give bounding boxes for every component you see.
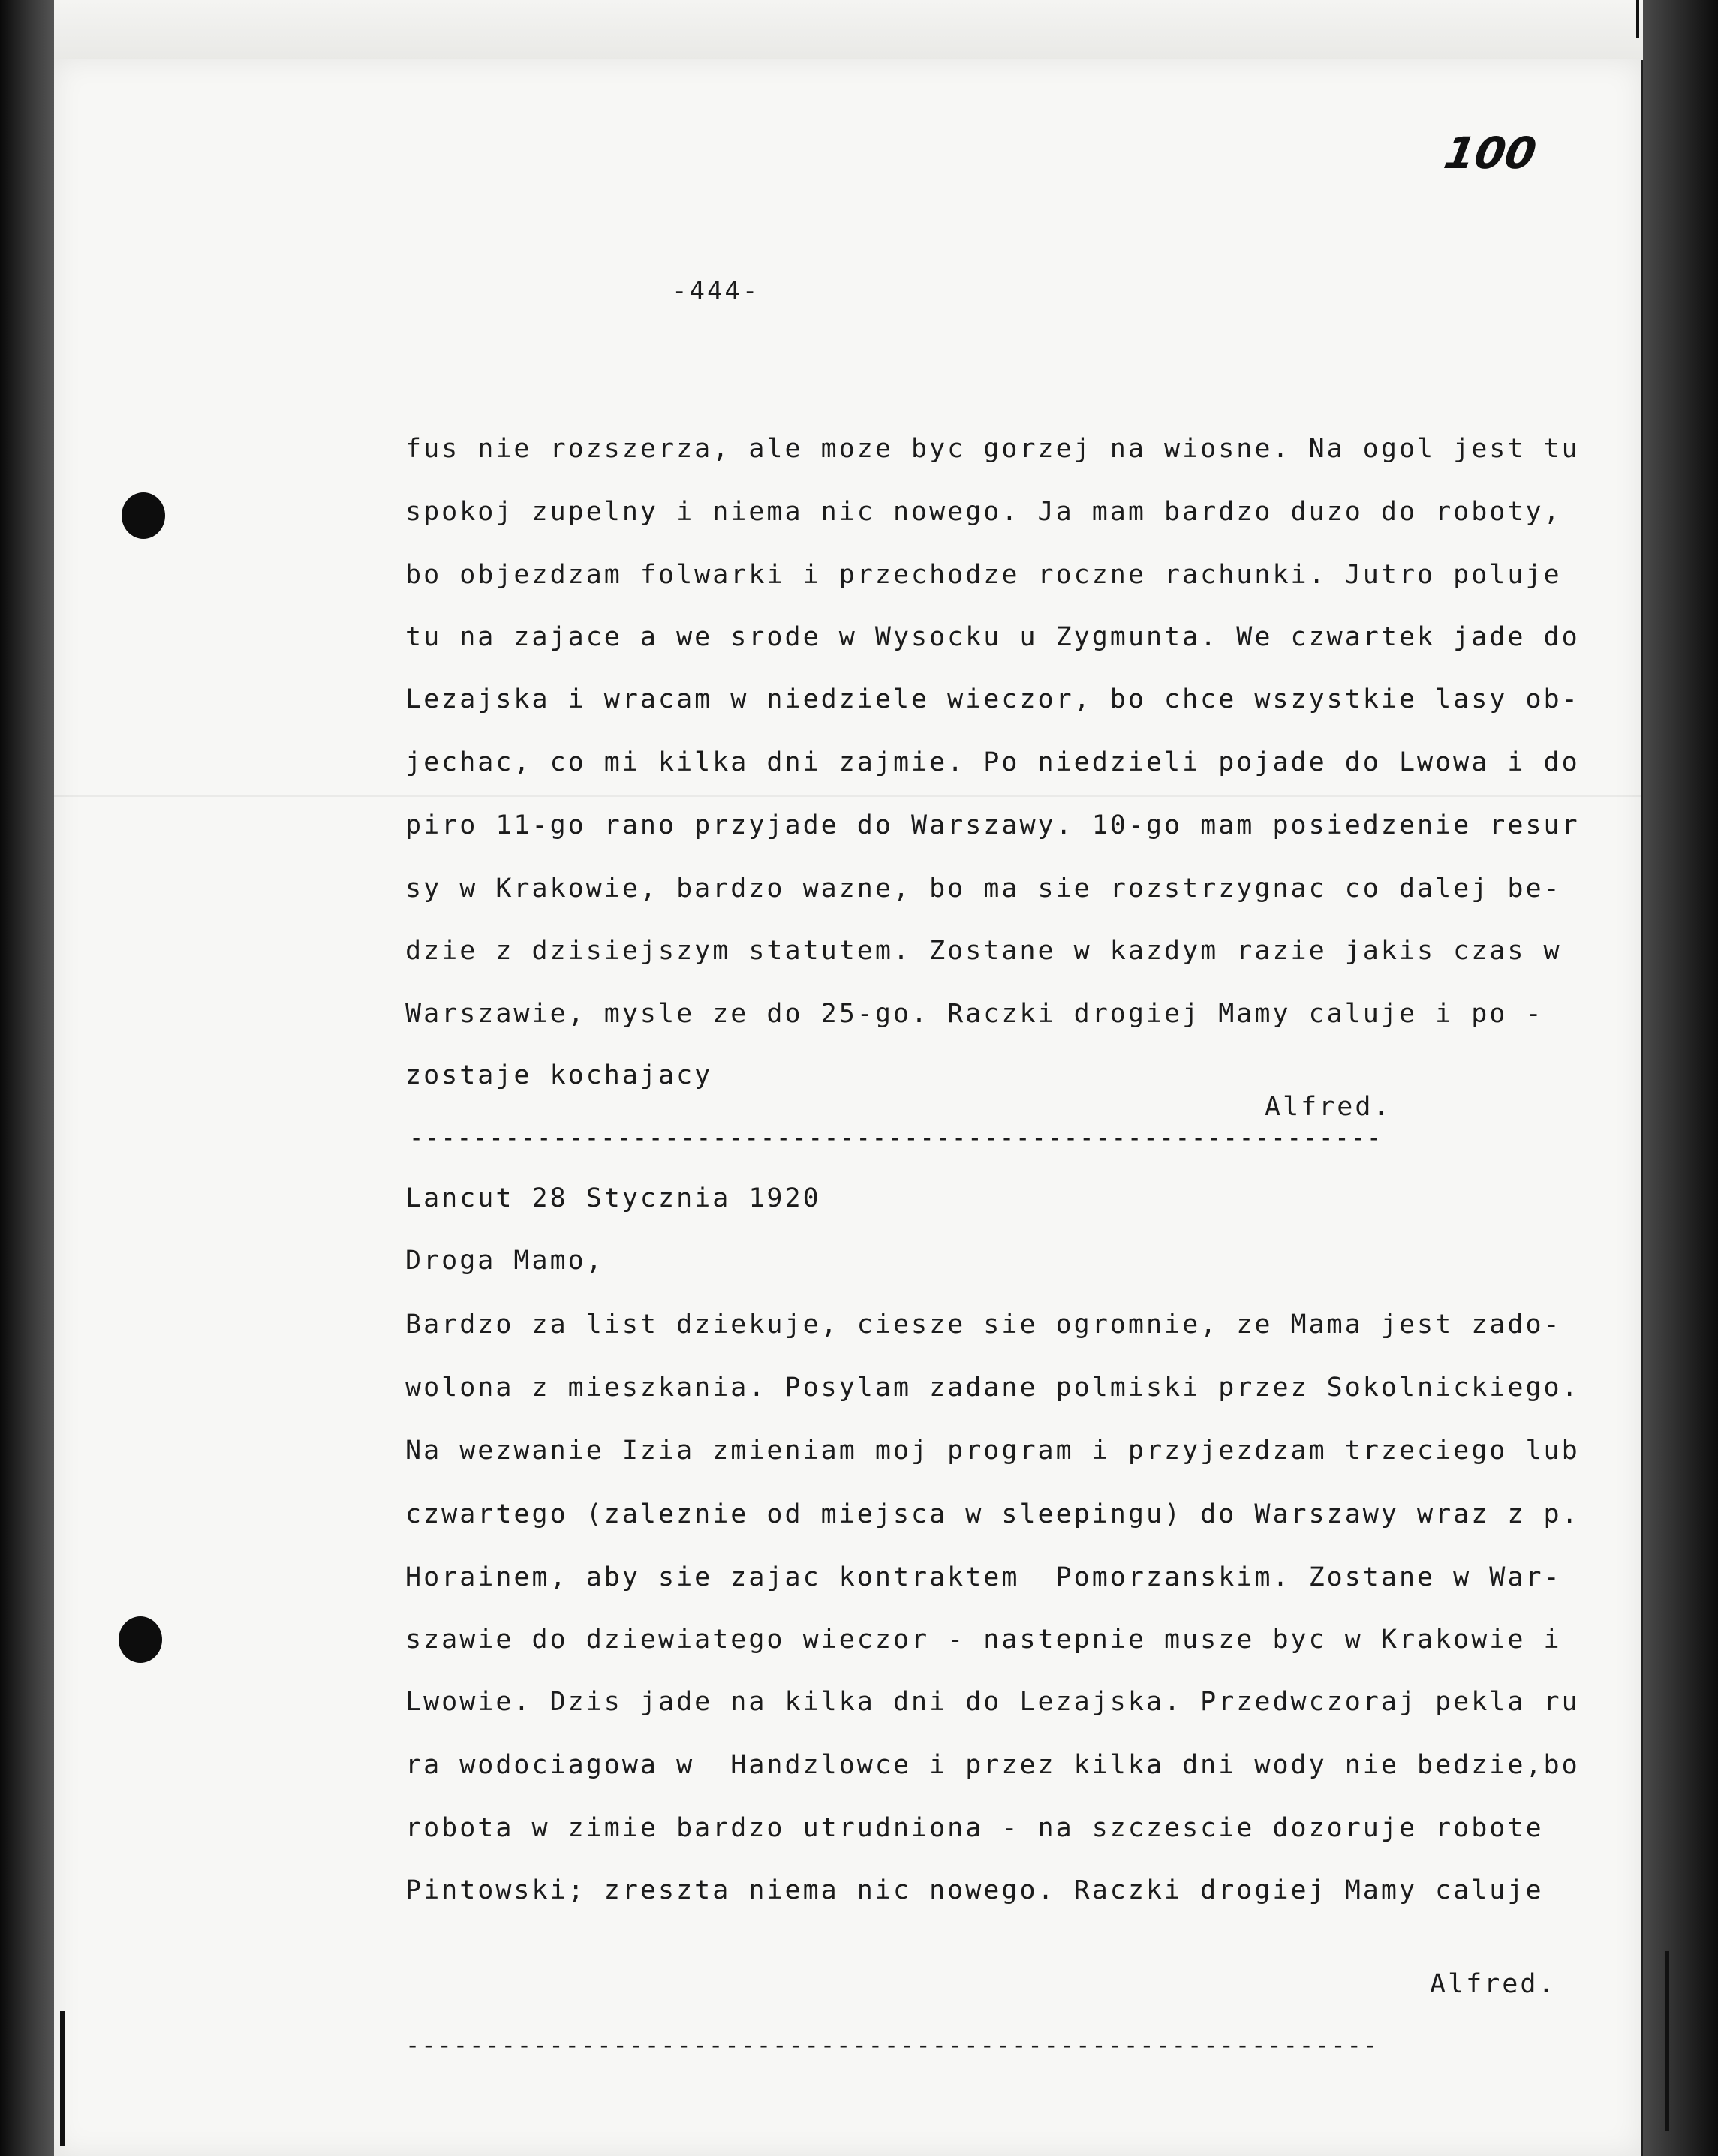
film-corner-mark bbox=[60, 2011, 65, 2146]
divider-rule: ------------------------------------------------------------- bbox=[409, 1123, 1383, 1152]
letter-1-signature: Alfred. bbox=[1265, 1092, 1392, 1122]
letter-2-line: ra wodociagowa w Handzlowce i przez kilka dni wody nie bedzie,bo bbox=[405, 1750, 1580, 1780]
letter-1-line: fus nie rozszerza, ale moze byc gorzej na wiosne. Na ogol jest tu bbox=[405, 434, 1580, 464]
letter-1-line: zostaje kochajacy bbox=[405, 1060, 713, 1090]
letter-1-line: sy w Krakowie, bardzo wazne, bo ma sie rozstrzygnac co dalej be- bbox=[405, 874, 1562, 904]
letter-1-line: Warszawie, mysle ze do 25-go. Raczki drogiej Mamy caluje i po - bbox=[405, 999, 1544, 1029]
punch-hole-top bbox=[122, 492, 165, 539]
film-top-strip bbox=[0, 0, 1718, 60]
letter-2-line: robota w zimie bardzo utrudniona - na szczescie dozoruje robote bbox=[405, 1813, 1544, 1843]
letter-1-line: bo objezdzam folwarki i przechodze roczne rachunki. Jutro poluje bbox=[405, 560, 1562, 590]
letter-2-line: czwartego (zaleznie od miejsca w sleepingu) do Warszawy wraz z p. bbox=[405, 1499, 1580, 1529]
letter-2-signature: Alfred. bbox=[1430, 1969, 1557, 1999]
paper-fold-line bbox=[54, 795, 1641, 797]
letter-1-line: spokoj zupelny i niema nic nowego. Ja mam bardzo duzo do roboty, bbox=[405, 497, 1562, 527]
letter-1-line: dzie z dzisiejszym statutem. Zostane w kazdym razie jakis czas w bbox=[405, 936, 1562, 966]
letter-2-line: wolona z mieszkania. Posylam zadane polmiski przez Sokolnickiego. bbox=[405, 1373, 1580, 1403]
letter-2-line: Pintowski; zreszta niema nic nowego. Raczki drogiej Mamy caluje bbox=[405, 1875, 1544, 1905]
letter-1-line: piro 11-go rano przyjade do Warszawy. 10-go mam posiedzenie resur bbox=[405, 810, 1580, 840]
letter-1-line: jechac, co mi kilka dni zajmie. Po niedzieli pojade do Lwowa i do bbox=[405, 747, 1580, 777]
letter-2-line: Lwowie. Dzis jade na kilka dni do Lezajska. Przedwczoraj pekla ru bbox=[405, 1687, 1580, 1717]
film-edge-left bbox=[0, 0, 54, 2156]
film-edge-mark bbox=[1636, 0, 1639, 38]
folio-number: 100 bbox=[1440, 128, 1541, 179]
letter-2-salutation: Droga Mamo, bbox=[405, 1246, 604, 1276]
letter-2-dateline: Lancut 28 Stycznia 1920 bbox=[405, 1183, 821, 1213]
letter-2-line: szawie do dziewiatego wieczor - nastepnie musze byc w Krakowie i bbox=[405, 1625, 1562, 1655]
letter-1-line: Lezajska i wracam w niedziele wieczor, bo chce wszystkie lasy ob- bbox=[405, 684, 1580, 714]
letter-2-line: Na wezwanie Izia zmieniam moj program i przyjezdzam trzeciego lub bbox=[405, 1436, 1580, 1466]
punch-hole-bottom bbox=[119, 1616, 162, 1663]
letter-1-line: tu na zajace a we srode w Wysocku u Zygmunta. We czwartek jade do bbox=[405, 622, 1580, 652]
letter-2-line: Horainem, aby sie zajac kontraktem Pomorzanskim. Zostane w War- bbox=[405, 1562, 1562, 1592]
letter-2-line: Bardzo za list dziekuje, ciesze sie ogromnie, ze Mama jest zado- bbox=[405, 1310, 1562, 1340]
film-edge-right bbox=[1643, 0, 1718, 2156]
film-corner-mark bbox=[1665, 1951, 1669, 2131]
page-number: -444- bbox=[672, 276, 760, 306]
divider-rule: ------------------------------------------------------------- bbox=[405, 2031, 1380, 2059]
